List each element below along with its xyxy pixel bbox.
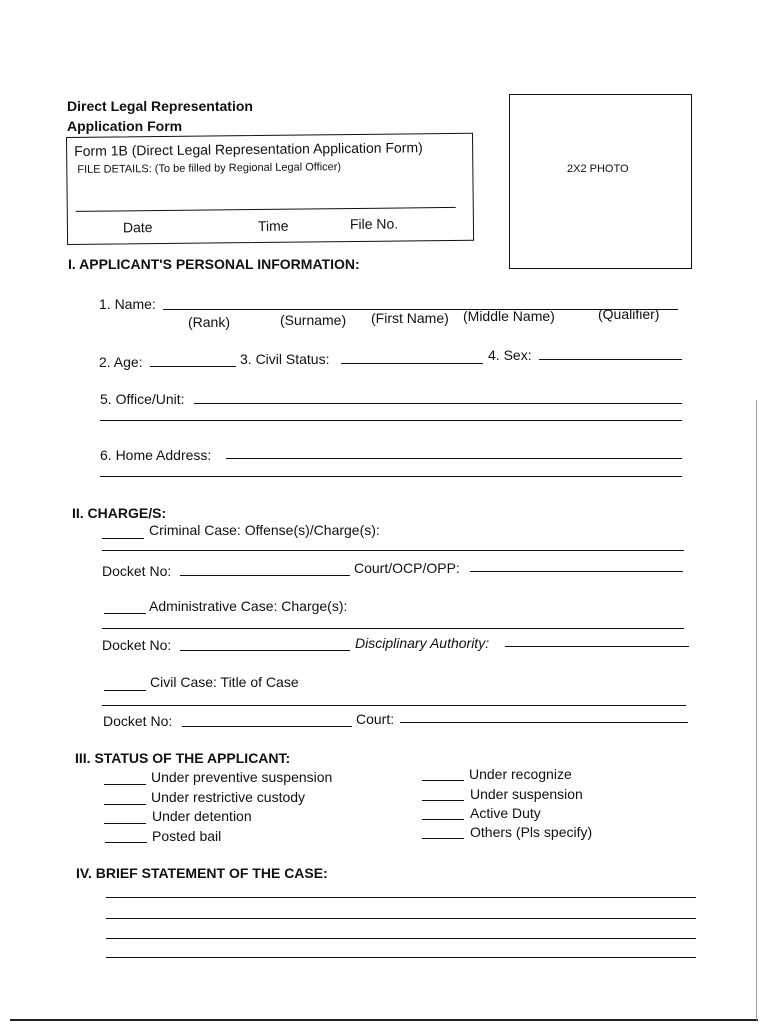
age-field[interactable] (150, 366, 236, 367)
status-check[interactable] (105, 842, 147, 843)
section3-heading: III. STATUS OF THE APPLICANT: (75, 750, 291, 766)
status-label: Posted bail (152, 828, 222, 844)
name-part-surname: (Surname) (280, 312, 347, 328)
court-label: Court: (356, 711, 395, 727)
sex-field[interactable] (539, 359, 682, 360)
page-right-edge (756, 400, 757, 1020)
status-label: Under suspension (470, 786, 583, 802)
admin-case-check[interactable] (104, 613, 146, 614)
statement-line[interactable] (106, 897, 696, 898)
time-label: Time (257, 217, 289, 234)
date-label: Date (122, 219, 153, 236)
disciplinary-field[interactable] (505, 646, 689, 647)
admin-charge-field[interactable] (102, 628, 684, 629)
status-check[interactable] (104, 784, 146, 785)
name-part-rank: (Rank) (188, 314, 231, 330)
criminal-docket-label: Docket No: (102, 563, 172, 579)
name-part-qualifier: (Qualifier) (598, 306, 660, 322)
form-name: Form 1B (Direct Legal Representation Application Form) (74, 139, 423, 159)
civil-title-field[interactable] (102, 705, 686, 706)
status-label: Active Duty (470, 805, 541, 821)
page-bottom-edge (10, 1019, 758, 1021)
statement-line[interactable] (106, 938, 696, 939)
status-check[interactable] (422, 838, 464, 839)
section2-heading: II. CHARGE/S: (72, 505, 167, 521)
file-details-note: FILE DETAILS: (To be filled by Regional Legal Officer) (77, 161, 342, 176)
status-label: Under preventive suspension (151, 769, 333, 785)
criminal-case-label: Criminal Case: Offense(s)/Charge(s): (149, 522, 380, 538)
status-label: Under restrictive custody (151, 789, 306, 805)
status-label: Others (Pls specify) (470, 824, 593, 840)
admin-case-label: Administrative Case: Charge(s): (149, 598, 348, 614)
disciplinary-label: Disciplinary Authority: (355, 635, 490, 651)
court-ocp-field[interactable] (470, 571, 683, 572)
file-details-line[interactable] (76, 207, 456, 212)
office-label: 5. Office/Unit: (100, 391, 185, 407)
office-field-line2[interactable] (100, 420, 682, 421)
status-check[interactable] (422, 780, 464, 781)
status-check[interactable] (104, 804, 146, 805)
name-part-middle: (Middle Name) (463, 308, 555, 324)
civil-status-field[interactable] (341, 363, 483, 364)
form-title-line1: Direct Legal Representation (67, 98, 253, 114)
civil-case-check[interactable] (104, 690, 146, 691)
status-label: Under detention (152, 808, 252, 824)
civil-docket-label: Docket No: (103, 713, 173, 729)
section4-heading: IV. BRIEF STATEMENT OF THE CASE: (76, 865, 328, 881)
statement-line[interactable] (106, 918, 696, 919)
form-title-line2: Application Form (67, 118, 183, 134)
sex-label: 4. Sex: (488, 347, 532, 363)
civil-status-label: 3. Civil Status: (240, 351, 330, 367)
civil-case-label: Civil Case: Title of Case (150, 674, 299, 690)
file-no-label: File No. (349, 215, 399, 233)
section1-heading: I. APPLICANT'S PERSONAL INFORMATION: (68, 256, 360, 272)
status-label: Under recognize (469, 766, 572, 782)
criminal-docket-field[interactable] (180, 575, 350, 576)
address-label: 6. Home Address: (100, 447, 212, 463)
photo-label: 2X2 PHOTO (567, 163, 629, 175)
name-label: 1. Name: (99, 296, 156, 312)
civil-docket-field[interactable] (182, 726, 352, 727)
court-field[interactable] (400, 722, 688, 723)
admin-docket-label: Docket No: (102, 637, 172, 653)
criminal-charge-field[interactable] (102, 550, 684, 551)
name-part-first: (First Name) (371, 310, 449, 326)
office-field[interactable] (194, 403, 682, 404)
court-ocp-label: Court/OCP/OPP: (354, 560, 460, 576)
status-check[interactable] (104, 823, 146, 824)
photo-box[interactable] (509, 94, 692, 269)
criminal-case-check[interactable] (102, 538, 144, 539)
status-check[interactable] (422, 800, 464, 801)
status-check[interactable] (422, 819, 464, 820)
file-details-box (66, 133, 474, 245)
statement-line[interactable] (106, 957, 696, 958)
admin-docket-field[interactable] (180, 650, 350, 651)
address-field[interactable] (226, 458, 682, 459)
address-field-line2[interactable] (100, 476, 682, 477)
age-label: 2. Age: (99, 354, 143, 370)
